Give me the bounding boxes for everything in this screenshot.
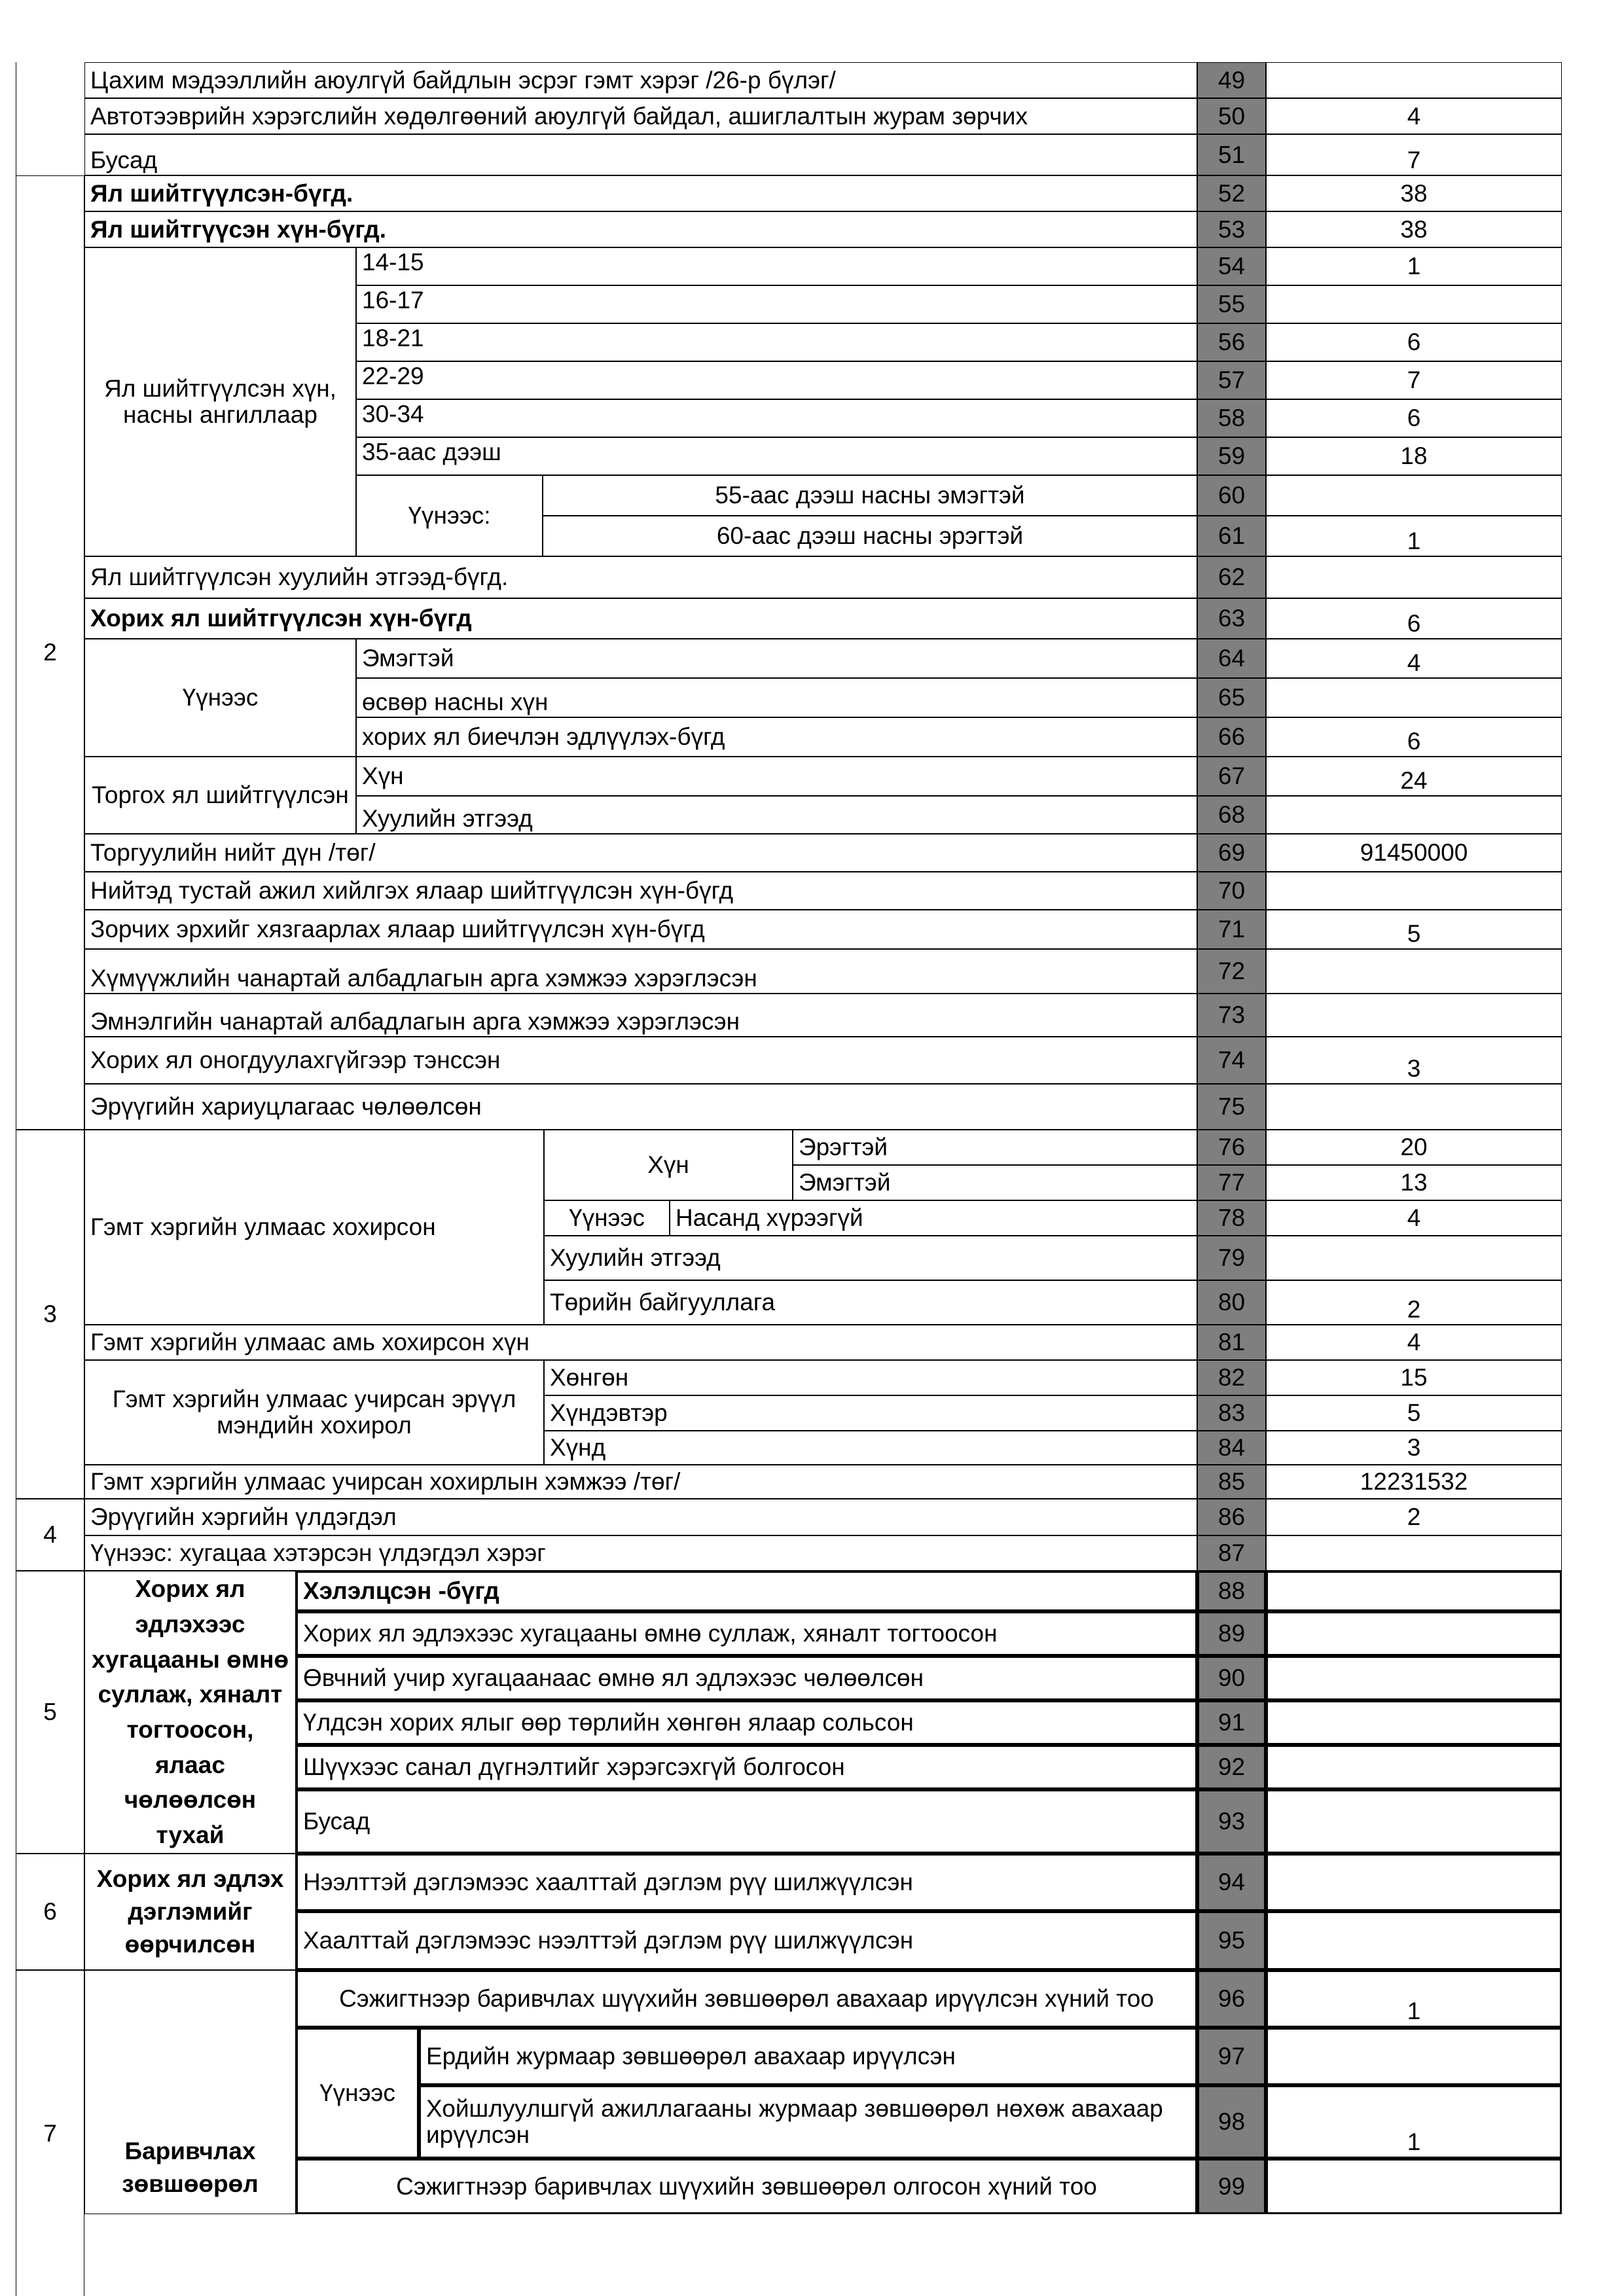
row-59-label: 35-аас дээш <box>356 437 1197 475</box>
row-91-label: Үлдсэн хорих ялыг өөр төрлийн хөнгөн ялаар сольсон <box>296 1700 1197 1745</box>
row-63-number: 63 <box>1197 598 1266 639</box>
arrest-group-label: Баривчлах зөвшөөрөл <box>84 1970 296 2214</box>
row-54-value-cell[interactable]: 1 <box>1266 247 1562 285</box>
row-55-number: 55 <box>1197 285 1266 323</box>
row-58-number: 58 <box>1197 399 1266 437</box>
fine-group-label: Торгох ял шийтгүүлсэн <box>84 757 356 834</box>
regime-group-label: Хорих ял эдлэх дэглэмийг өөрчилсөн <box>84 1854 296 1970</box>
row-64-number: 64 <box>1197 639 1266 678</box>
row-63-label: Хорих ял шийтгүүлсэн хүн-бүгд <box>84 598 1197 639</box>
section-number-5: 5 <box>16 1571 84 1854</box>
row-78-value-cell[interactable]: 4 <box>1266 1200 1562 1236</box>
row-51-number: 51 <box>1197 134 1266 175</box>
row-66-number: 66 <box>1197 717 1266 757</box>
row-95-label: Хаалттай дэглэмээс нээлттэй дэглэм рүү шилжүүлсэн <box>296 1911 1197 1970</box>
row-94-value-cell[interactable] <box>1266 1854 1562 1911</box>
row-72-number: 72 <box>1197 949 1266 994</box>
row-92-label: Шүүхээс санал дүгнэлтийг хэрэгсэхгүй болгосон <box>296 1745 1197 1789</box>
row-69-number: 69 <box>1197 834 1266 872</box>
row-84-label: Хүнд <box>544 1431 1197 1465</box>
row-84-number: 84 <box>1197 1431 1266 1465</box>
section-number-2: 2 <box>16 175 84 1130</box>
row-57-label: 22-29 <box>356 361 1197 399</box>
row-70-number: 70 <box>1197 872 1266 910</box>
row-60-number: 60 <box>1197 475 1266 516</box>
row-99-number: 99 <box>1197 2159 1266 2214</box>
row-71-label: Зорчих эрхийг хязгаарлах ялаар шийтгүүлсэн хүн-бүгд <box>84 910 1197 949</box>
row-68-value-cell[interactable] <box>1266 796 1562 834</box>
row-68-label: Хуулийн этгээд <box>356 796 1197 834</box>
row-99-value-cell[interactable] <box>1266 2159 1562 2214</box>
row-51-label: Бусад <box>84 134 1197 175</box>
row-97-value-cell[interactable] <box>1266 2028 1562 2085</box>
row-62-value-cell[interactable] <box>1266 556 1562 598</box>
row-98-value-cell[interactable]: 1 <box>1266 2085 1562 2159</box>
of-which-60-label: Үүнээс: <box>356 475 543 556</box>
row-98-number: 98 <box>1197 2085 1266 2159</box>
row-85-number: 85 <box>1197 1465 1266 1499</box>
row-91-number: 91 <box>1197 1700 1266 1745</box>
row-87-number: 87 <box>1197 1535 1266 1571</box>
row-69-label: Торгуулийн нийт дүн /төг/ <box>84 834 1197 872</box>
row-59-value-cell[interactable]: 18 <box>1266 437 1562 475</box>
row-78-number: 78 <box>1197 1200 1266 1236</box>
row-95-number: 95 <box>1197 1911 1266 1970</box>
row-88-number: 88 <box>1197 1571 1266 1611</box>
row-81-value-cell[interactable]: 4 <box>1266 1325 1562 1360</box>
row-88-label: Хэлэлцсэн -бүгд <box>296 1571 1197 1611</box>
row-94-number: 94 <box>1197 1854 1266 1911</box>
row-80-value-cell[interactable]: 2 <box>1266 1280 1562 1325</box>
row-89-value-cell[interactable] <box>1266 1611 1562 1656</box>
row-60-label: 55-аас дээш насны эмэгтэй <box>543 475 1197 516</box>
section-number-7: 7 <box>16 1970 84 2296</box>
row-61-label: 60-аас дээш насны эрэгтэй <box>543 516 1197 556</box>
age-group-label: Ял шийтгүүлсэн хүн, насны ангиллаар <box>84 247 356 556</box>
row-54-label: 14-15 <box>356 247 1197 285</box>
row-74-label: Хорих ял оногдуулахгүйгээр тэнссэн <box>84 1037 1197 1084</box>
row-74-value-cell[interactable]: 3 <box>1266 1037 1562 1084</box>
row-79-number: 79 <box>1197 1236 1266 1280</box>
row-60-value-cell[interactable] <box>1266 475 1562 516</box>
section-number-3: 3 <box>16 1130 84 1499</box>
row-49-label: Цахим мэдээллийн аюулгүй байдлын эсрэг гэмт хэрэг /26-р бүлэг/ <box>84 62 1197 98</box>
row-89-label: Хорих ял эдлэхээс хугацааны өмнө суллаж, хяналт тогтоосон <box>296 1611 1197 1656</box>
row-93-value-cell[interactable] <box>1266 1789 1562 1854</box>
row-75-number: 75 <box>1197 1084 1266 1130</box>
row-80-label: Төрийн байгууллага <box>544 1280 1197 1325</box>
row-77-value-cell[interactable]: 13 <box>1266 1165 1562 1200</box>
row-66-value-cell[interactable]: 6 <box>1266 717 1562 757</box>
row-67-number: 67 <box>1197 757 1266 796</box>
health-group-label: Гэмт хэргийн улмаас учирсан эрүүл мэндийн хохирол <box>84 1360 544 1465</box>
row-78-label: Насанд хүрээгүй <box>670 1200 1197 1236</box>
row-53-label: Ял шийтгүүсэн хүн-бүгд. <box>84 211 1197 247</box>
row-53-number: 53 <box>1197 211 1266 247</box>
row-79-label: Хуулийн этгээд <box>544 1236 1197 1280</box>
row-99-label: Сэжигтнээр баривчлах шүүхийн зөвшөөрөл олгосон хүний тоо <box>296 2159 1197 2214</box>
row-51-value-cell[interactable]: 7 <box>1266 134 1562 175</box>
row-61-value-cell[interactable]: 1 <box>1266 516 1562 556</box>
row-54-number: 54 <box>1197 247 1266 285</box>
row-88-value-cell[interactable] <box>1266 1571 1562 1611</box>
section-number-6: 6 <box>16 1854 84 1970</box>
of-which-97-label: Үүнээс <box>296 2028 419 2159</box>
row-65-number: 65 <box>1197 678 1266 717</box>
row-68-number: 68 <box>1197 796 1266 834</box>
person-group-label: Хүн <box>544 1130 793 1200</box>
row-56-value-cell[interactable]: 6 <box>1266 323 1562 361</box>
row-61-number: 61 <box>1197 516 1266 556</box>
row-70-label: Нийтэд тустай ажил хийлгэх ялаар шийтгүүлсэн хүн-бүгд <box>84 872 1197 910</box>
row-56-label: 18-21 <box>356 323 1197 361</box>
release-group-label: Хорих ял эдлэхээс хугацааны өмнө суллаж, хяналт тогтоосон, ялаас чөлөөлсөн тухай <box>84 1571 296 1854</box>
row-86-number: 86 <box>1197 1499 1266 1535</box>
section-number-4: 4 <box>16 1499 84 1571</box>
row-67-value-cell[interactable]: 24 <box>1266 757 1562 796</box>
victims-group-label: Гэмт хэргийн улмаас хохирсон <box>84 1130 544 1325</box>
row-82-value-cell[interactable]: 15 <box>1266 1360 1562 1395</box>
row-97-label: Ердийн журмаар зөвшөөрөл авахаар ирүүлсэн <box>419 2028 1197 2085</box>
row-75-label: Эрүүгийн хариуцлагаас чөлөөлсөн <box>84 1084 1197 1130</box>
row-83-number: 83 <box>1197 1395 1266 1431</box>
row-74-number: 74 <box>1197 1037 1266 1084</box>
row-55-value-cell[interactable] <box>1266 285 1562 323</box>
row-53-value-cell[interactable]: 38 <box>1266 211 1562 247</box>
row-77-label: Эмэгтэй <box>793 1165 1197 1200</box>
row-96-value-cell[interactable]: 1 <box>1266 1970 1562 2028</box>
row-81-label: Гэмт хэргийн улмаас амь хохирсон хүн <box>84 1325 1197 1360</box>
row-80-number: 80 <box>1197 1280 1266 1325</box>
row-83-label: Хүндэвтэр <box>544 1395 1197 1431</box>
row-63-value-cell[interactable]: 6 <box>1266 598 1562 639</box>
row-89-number: 89 <box>1197 1611 1266 1656</box>
row-91-value-cell[interactable] <box>1266 1700 1562 1745</box>
row-73-number: 73 <box>1197 994 1266 1037</box>
row-52-value-cell[interactable]: 38 <box>1266 175 1562 211</box>
of-which-64-label: Үүнээс <box>84 639 356 757</box>
row-57-number: 57 <box>1197 361 1266 399</box>
row-95-value-cell[interactable] <box>1266 1911 1562 1970</box>
row-83-value-cell[interactable]: 5 <box>1266 1395 1562 1431</box>
row-71-number: 71 <box>1197 910 1266 949</box>
row-50-label: Автотээврийн хэрэгслийн хөдөлгөөний аюулгүй байдал, ашиглалтын журам зөрчих <box>84 98 1197 134</box>
row-90-label: Өвчний учир хугацаанаас өмнө ял эдлэхээс чөлөөлсөн <box>296 1656 1197 1700</box>
row-73-value-cell[interactable] <box>1266 994 1562 1037</box>
row-73-label: Эмнэлгийн чанартай албадлагын арга хэмжээ хэрэглэсэн <box>84 994 1197 1037</box>
row-76-number: 76 <box>1197 1130 1266 1165</box>
row-87-label: Үүнээс: хугацаа хэтэрсэн үлдэгдэл хэрэг <box>84 1535 1197 1571</box>
row-85-label: Гэмт хэргийн улмаас учирсан хохирлын хэмжээ /төг/ <box>84 1465 1197 1499</box>
row-50-number: 50 <box>1197 98 1266 134</box>
row-82-label: Хөнгөн <box>544 1360 1197 1395</box>
row-96-number: 96 <box>1197 1970 1266 2028</box>
row-58-value-cell[interactable]: 6 <box>1266 399 1562 437</box>
row-57-value-cell[interactable]: 7 <box>1266 361 1562 399</box>
row-49-number: 49 <box>1197 62 1266 98</box>
row-56-number: 56 <box>1197 323 1266 361</box>
row-55-label: 16-17 <box>356 285 1197 323</box>
row-62-number: 62 <box>1197 556 1266 598</box>
row-93-number: 93 <box>1197 1789 1266 1854</box>
row-58-label: 30-34 <box>356 399 1197 437</box>
row-70-value-cell[interactable] <box>1266 872 1562 910</box>
row-92-value-cell[interactable] <box>1266 1745 1562 1789</box>
row-79-value-cell[interactable] <box>1266 1236 1562 1280</box>
row-52-label: Ял шийтгүүлсэн-бүгд. <box>84 175 1197 211</box>
row-71-value-cell[interactable]: 5 <box>1266 910 1562 949</box>
row-75-value-cell[interactable] <box>1266 1084 1562 1130</box>
row-77-number: 77 <box>1197 1165 1266 1200</box>
row-76-label: Эрэгтэй <box>793 1130 1197 1165</box>
row-76-value-cell[interactable]: 20 <box>1266 1130 1562 1165</box>
row-84-value-cell[interactable]: 3 <box>1266 1431 1562 1465</box>
row-59-number: 59 <box>1197 437 1266 475</box>
row-52-number: 52 <box>1197 175 1266 211</box>
row-92-number: 92 <box>1197 1745 1266 1789</box>
row-86-label: Эрүүгийн хэргийн үлдэгдэл <box>84 1499 1197 1535</box>
row-90-value-cell[interactable] <box>1266 1656 1562 1700</box>
row-72-value-cell[interactable] <box>1266 949 1562 994</box>
section-1-continuation <box>16 62 84 175</box>
row-96-label: Сэжигтнээр баривчлах шүүхийн зөвшөөрөл авахаар ирүүлсэн хүний тоо <box>296 1970 1197 2028</box>
row-65-value-cell[interactable] <box>1266 678 1562 717</box>
row-65-label: өсвөр насны хүн <box>356 678 1197 717</box>
row-87-value-cell[interactable] <box>1266 1535 1562 1571</box>
row-64-value-cell[interactable]: 4 <box>1266 639 1562 678</box>
row-72-label: Хүмүүжлийн чанартай албадлагын арга хэмжээ хэрэглэсэн <box>84 949 1197 994</box>
row-67-label: Хүн <box>356 757 1197 796</box>
row-69-value-cell[interactable]: 91450000 <box>1266 834 1562 872</box>
row-82-number: 82 <box>1197 1360 1266 1395</box>
row-98-label: Хойшлуулшгүй ажиллагааны журмаар зөвшөөрөл нөхөж авахаар ирүүлсэн <box>419 2085 1197 2159</box>
row-50-value-cell[interactable]: 4 <box>1266 98 1562 134</box>
row-93-label: Бусад <box>296 1789 1197 1854</box>
of-which-78-label: Үүнээс <box>544 1200 670 1236</box>
row-85-value-cell[interactable]: 12231532 <box>1266 1465 1562 1499</box>
row-90-number: 90 <box>1197 1656 1266 1700</box>
row-94-label: Нээлттэй дэглэмээс хаалттай дэглэм рүү шилжүүлсэн <box>296 1854 1197 1911</box>
row-49-value-cell[interactable] <box>1266 62 1562 98</box>
row-64-label: Эмэгтэй <box>356 639 1197 678</box>
row-86-value-cell[interactable]: 2 <box>1266 1499 1562 1535</box>
row-66-label: хорих ял биечлэн эдлүүлэх-бүгд <box>356 717 1197 757</box>
row-62-label: Ял шийтгүүлсэн хуулийн этгээд-бүгд. <box>84 556 1197 598</box>
row-81-number: 81 <box>1197 1325 1266 1360</box>
row-97-number: 97 <box>1197 2028 1266 2085</box>
